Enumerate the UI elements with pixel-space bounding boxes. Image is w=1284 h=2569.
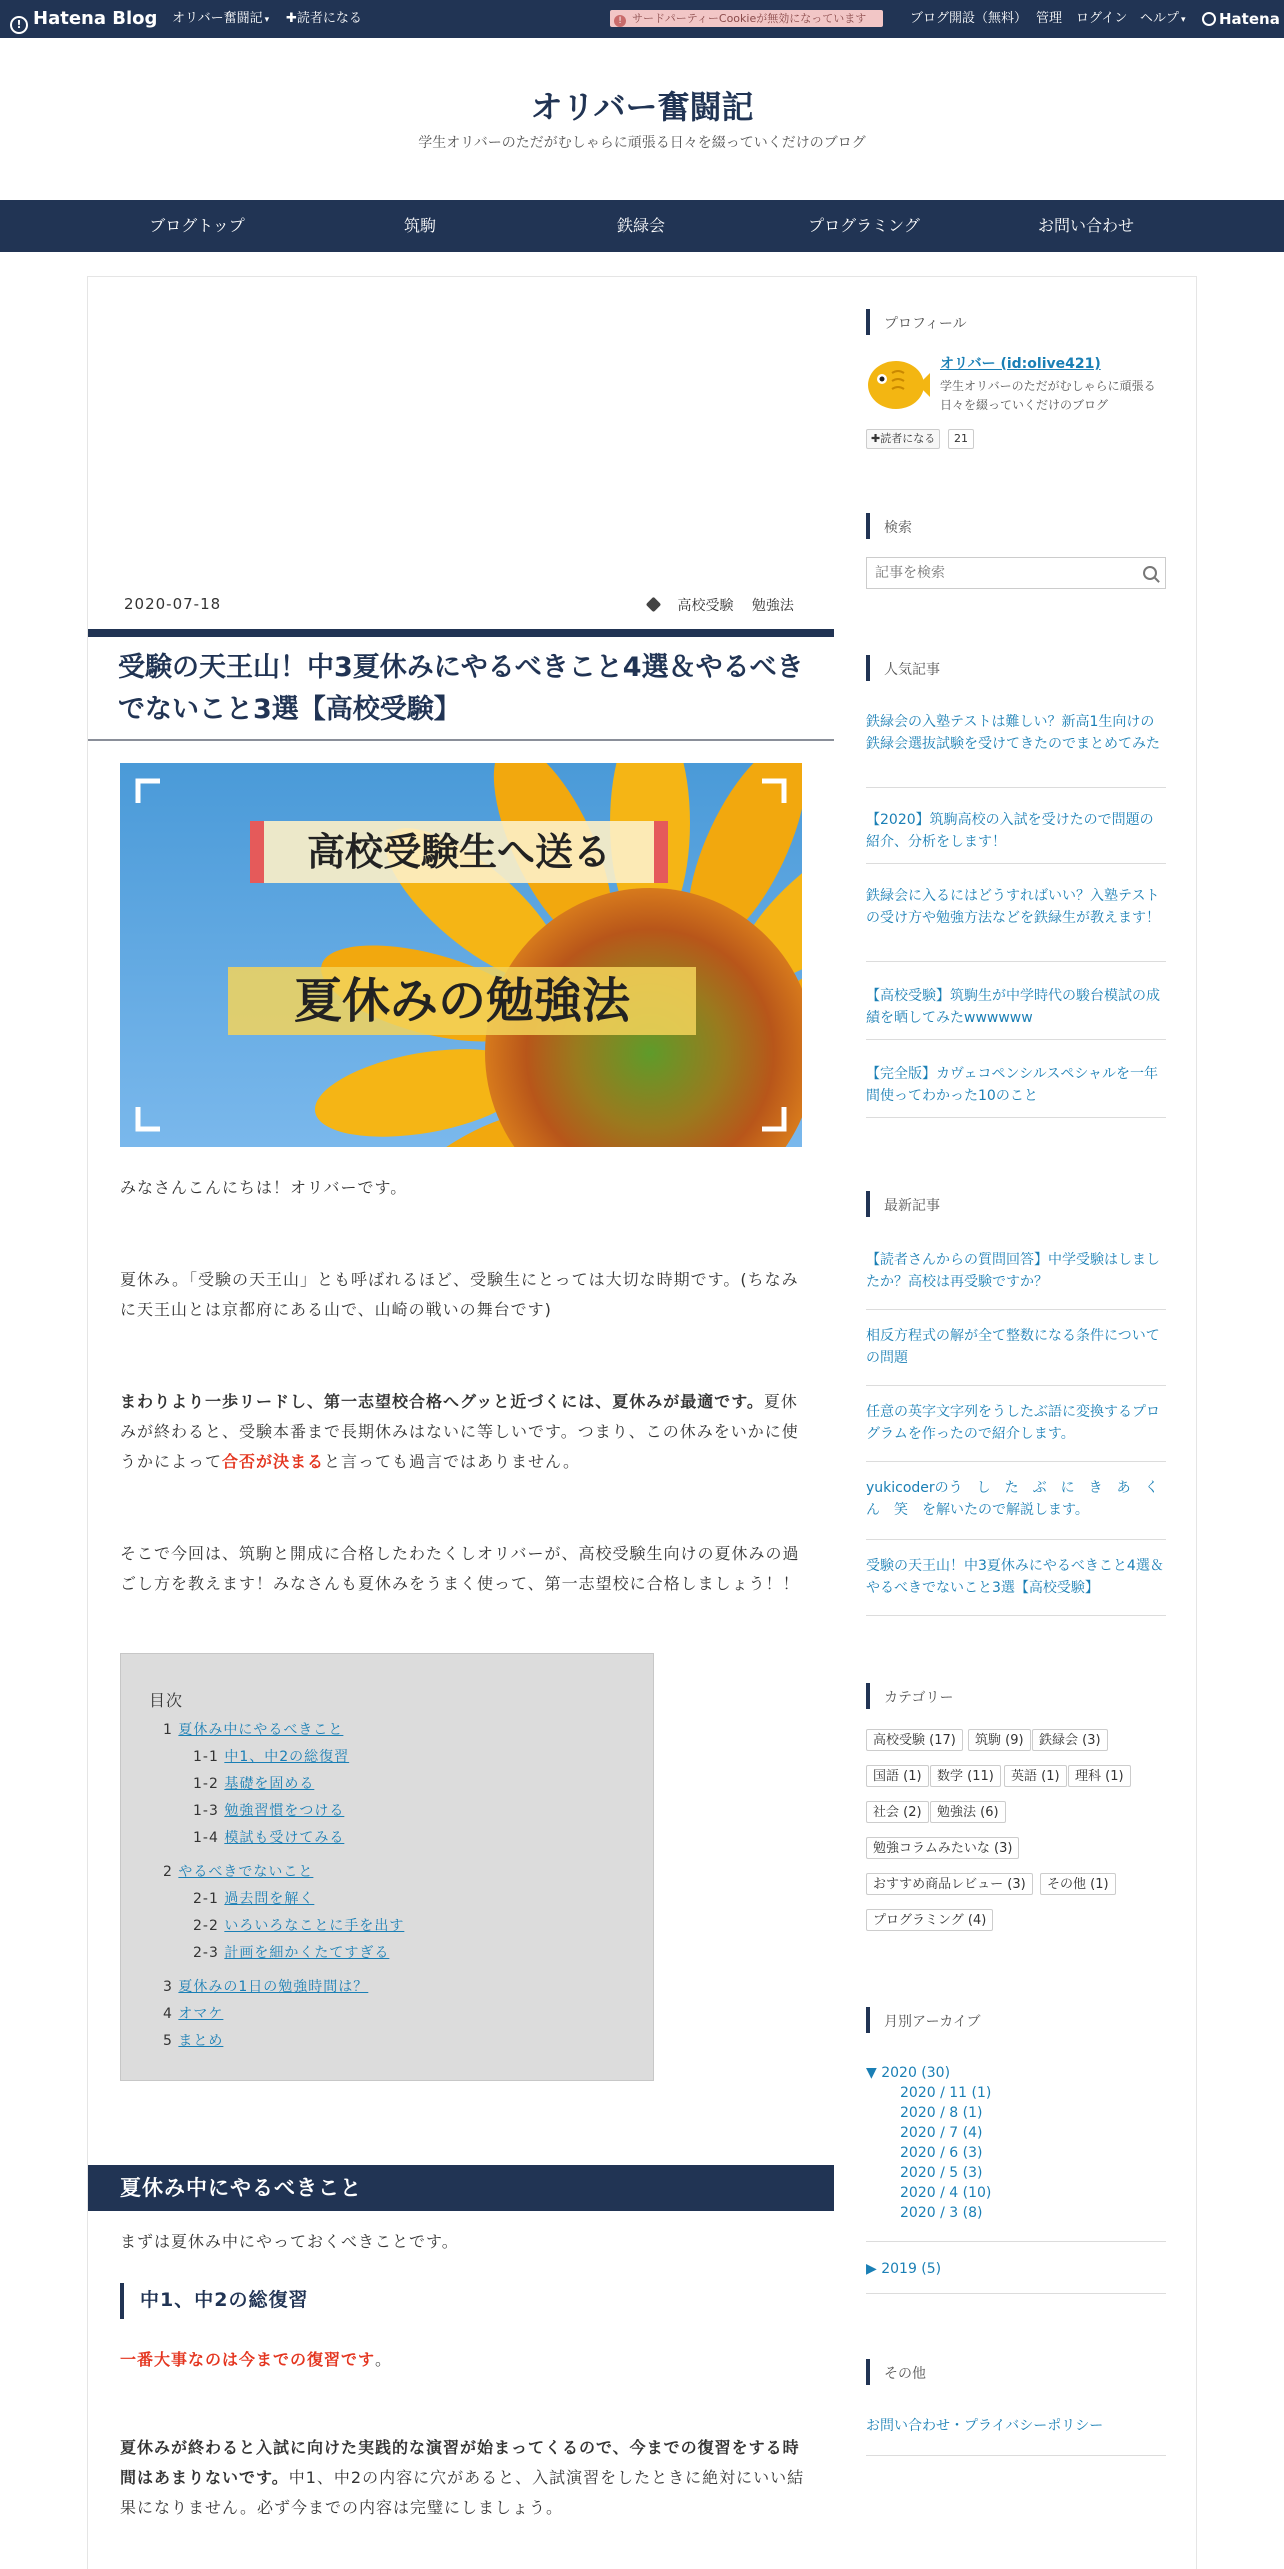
- archive-month-link[interactable]: 2020 / 11 (1): [900, 2085, 992, 2101]
- theme-menu-link[interactable]: オリバー奮闘記 ▾: [172, 11, 270, 26]
- paragraph-intro: 夏休み。「受験の天王山」とも呼ばれるほど、受験生にとっては大切な時期です。(ちなみに天王山とは京都府にある山で、山崎の戦いの舞台です): [120, 1270, 799, 1319]
- divider: [866, 1309, 1166, 1310]
- heading-accent: [866, 513, 870, 539]
- popular-article-link[interactable]: 鉄緑会の入塾テストは難しい？新高1生向けの鉄緑会選抜試験を受けてきたのでまとめてみた: [866, 714, 1160, 752]
- hatena-logo-icon: !: [10, 16, 28, 34]
- popular-article-link[interactable]: 鉄緑会に入るにはどうすればいい？入塾テストの受け方や勉強方法などを鉄緑生が教えます！: [866, 888, 1160, 926]
- divider: [866, 787, 1166, 788]
- toc-link[interactable]: 模試も受けてみる: [224, 1830, 345, 1846]
- hatena-blog-logo[interactable]: ! Hatena Blog: [10, 0, 157, 38]
- toc-item: 5 まとめ: [163, 2033, 224, 2049]
- table-of-contents: [120, 1653, 654, 2081]
- tag-icon: [646, 597, 662, 613]
- category-tag[interactable]: 国語 (1): [866, 1765, 929, 1787]
- info-icon: !: [614, 15, 626, 27]
- entry-date[interactable]: 2020-07-18: [124, 595, 222, 613]
- divider: [866, 2455, 1166, 2456]
- divider: [866, 2293, 1166, 2294]
- divider: [866, 1615, 1166, 1616]
- contact-privacy-link[interactable]: お問い合わせ・プライバシーポリシー: [866, 2418, 1104, 2434]
- toc-item: 1-3 勉強習慣をつける: [193, 1803, 345, 1819]
- toc-heading: 目次: [149, 1691, 184, 1710]
- entry-title[interactable]: 受験の天王山！中3夏休みにやるべきこと4選＆やるべきでないこと3選【高校受験】: [118, 652, 804, 725]
- profile-description: 学生オリバーのただがむしゃらに頑張る日々を綴っていくだけのブログ: [940, 379, 1156, 412]
- divider: [866, 1039, 1166, 1040]
- toc-item: 2-2 いろいろなことに手を出す: [193, 1918, 405, 1934]
- category-link[interactable]: 勉強法: [751, 598, 794, 614]
- entry-categories: [648, 595, 794, 615]
- bold-text: 夏休みが終わると入試に向けた実践的な演習が始まってくるので、今までの復習をする時間はあまりないです。: [120, 2438, 800, 2487]
- recent-article-link[interactable]: 相反方程式の解が全て整数になる条件についての問題: [866, 1328, 1160, 1366]
- divider: [866, 1461, 1166, 1462]
- paragraph-review-detail: 夏休みが終わると入試に向けた実践的な演習が始まってくるので、今までの復習をする時間はあまりないです。中1、中2の内容に穴があると、入試演習をしたときに絶対にいい結果になりません。必ず今までの内容は完璧にしましょう。: [120, 2438, 805, 2517]
- archive-year-2020[interactable]: ▼ 2020 (30): [866, 2065, 951, 2081]
- popular-article-link[interactable]: 【高校受験】筑駒生が中学時代の駿台模試の成績を晒してみたwwwwww: [866, 988, 1160, 1026]
- toc-link[interactable]: 勉強習慣をつける: [224, 1803, 345, 1819]
- search-box: [866, 557, 1166, 589]
- bold-text: まわりより一歩リードし、第一志望校合格へグッと近づくには、夏休みが最適です。: [120, 1392, 764, 1411]
- divider: [866, 2241, 1166, 2242]
- title-bottom-rule: [88, 739, 834, 741]
- category-tag[interactable]: 高校受験 (17): [866, 1729, 963, 1751]
- toc-item: 1-4 模試も受けてみる: [193, 1830, 345, 1846]
- archive-month-link[interactable]: 2020 / 3 (8): [900, 2205, 983, 2221]
- toc-item: 2 やるべきでないこと: [163, 1864, 314, 1880]
- hero-banner-bottom: 夏休みの勉強法: [293, 973, 630, 1029]
- recent-article-link[interactable]: yukicoderのう し た ぶ に き あ く ん 笑 を解いたので解説します。: [866, 1480, 1173, 1518]
- heading-accent: [866, 655, 870, 681]
- caret-down-icon: ▾: [264, 15, 270, 25]
- plus-icon: ✚: [286, 11, 297, 26]
- category-tag[interactable]: 数学 (11): [930, 1765, 1001, 1787]
- archive-month-link[interactable]: 2020 / 7 (4): [900, 2125, 983, 2141]
- popular-article-link[interactable]: 【完全版】カヴェコペンシルスペシャルを一年間使ってわかった10のこと: [866, 1066, 1159, 1104]
- category-tag[interactable]: 勉強コラムみたいな (3): [866, 1837, 1019, 1859]
- toc-link[interactable]: やるべきでないこと: [178, 1864, 314, 1880]
- recent-article-link[interactable]: 【読者さんからの質問回答】中学受験はしましたか？高校は再受験ですか？: [866, 1252, 1160, 1290]
- hatena-top-bar: [0, 0, 1284, 38]
- sidebar: プロフィール オリバー (id:olive421) 学生オリバーのただがむしゃらに頑張る日々を綴っていくだけのブログ ✚読者になる 21 検索 記事を検索 人気記事 鉄緑会の入塾テストは難しい？新高1生向けの鉄緑会選抜試験を受けてきたのでまとめてみた 【2020】筑駒高校の入試を受けたので問題の紹介、分析をします！ 鉄緑会に入るにはどうすればいい？入塾テストの受け方や勉強方法などを鉄緑生が教えます！ 【高校受験】筑駒生が中学時代の駿台模試の成績を晒してみたwwwwww 【完全版】カヴェコペンシルスペシャルを一年間使ってわかった10のこと 最新記事 【読者さんからの質問回答】中学受験はしましたか？高校は再受験ですか？ 相反方程式の解が全て整数になる条件についての問題 任意の英字文字列をうしたぶ語に変換するプログラムを作ったので紹介します。 yukicoderのう し た ぶ に き あ く ん 笑 を解いたので解説します。 受験の天王山！中3夏休みにやるべきこと4選＆やるべきでないこと3選【高校受験】 カテゴリー 高校受験 (17) 筑駒 (9) 鉄緑会 (3) 国語 (1) 数学 (11) 英語 (1) 理科 (1) 社会 (2) 勉強法 (6) 勉強コラムみたいな (3) おすすめ商品レビュー (3) その他 (1) プログラミング (4) 月別アーカイブ ▼ 2020 (30) 2020 / 11 (1) 2020 / 8 (1) 2020 / 7 (4) 2020 / 6 (3) 2020 / 5 (3) 2020 / 4 (10) 2020 / 3 (8) ▶ 2019 (5) その他 お問い合わせ・プライバシーポリシー: [834, 276, 1197, 2569]
- hero-banner-top: 高校受験生へ送る: [306, 830, 611, 874]
- subsection-accent: [120, 2283, 124, 2319]
- nav-programming[interactable]: プログラミング: [808, 216, 920, 235]
- blog-title[interactable]: オリバー奮闘記: [530, 88, 754, 126]
- divider: [866, 961, 1166, 962]
- hero-image: [120, 763, 802, 1147]
- paragraph-purpose: そこで今回は、筑駒と開成に合格したわたくしオリバーが、高校受験生向けの夏休みの過ごし方を教えます！みなさんも夏休みをうまく使って、第一志望校に合格しましょう！！: [120, 1544, 800, 1593]
- category-tag[interactable]: プログラミング (4): [866, 1909, 993, 1931]
- subscriber-count: 21: [948, 429, 974, 449]
- profile-subscribe-button[interactable]: ✚読者になる: [866, 429, 940, 449]
- heading-accent: [866, 2007, 870, 2033]
- avatar[interactable]: [866, 355, 930, 413]
- toc-link[interactable]: オマケ: [178, 2006, 224, 2022]
- main-column: [87, 276, 835, 2569]
- toc-link[interactable]: 夏休み中にやるべきこと: [178, 1722, 344, 1738]
- subscribe-link[interactable]: ✚読者になる: [286, 11, 362, 26]
- toc-item: 1-1 中1、中2の総復習: [193, 1749, 350, 1765]
- category-tag[interactable]: 筑駒 (9): [968, 1729, 1031, 1751]
- toc-link[interactable]: 過去問を解く: [224, 1891, 315, 1907]
- toc-item: 4 オマケ: [163, 2006, 224, 2022]
- toc-item: 3 夏休みの1日の勉強時間は？: [163, 1979, 369, 1995]
- category-tag[interactable]: おすすめ商品レビュー (3): [866, 1873, 1033, 1895]
- category-link[interactable]: 高校受験: [677, 598, 734, 614]
- heading-accent: [866, 1683, 870, 1709]
- divider: [866, 1539, 1166, 1540]
- heading-accent: [866, 2359, 870, 2385]
- archive-year-2019[interactable]: ▶ 2019 (5): [866, 2261, 942, 2277]
- hatena-brand-link[interactable]: Hatena: [1202, 0, 1280, 38]
- toc-item: 1-2 基礎を固める: [193, 1776, 315, 1792]
- caret-down-icon: ▾: [1181, 15, 1186, 25]
- toc-link[interactable]: いろいろなことに手を出す: [224, 1918, 405, 1934]
- archive-month-link[interactable]: 2020 / 8 (1): [900, 2105, 983, 2121]
- divider: [866, 1117, 1166, 1118]
- search-input[interactable]: [867, 558, 1143, 588]
- category-tag[interactable]: その他 (1): [1040, 1873, 1116, 1895]
- toc-link[interactable]: 夏休みの1日の勉強時間は？: [178, 1979, 369, 1995]
- hatena-brand-icon: [1202, 12, 1216, 26]
- highlight-text: 合否が決まる: [222, 1452, 325, 1471]
- global-nav: [0, 200, 1284, 252]
- category-tag[interactable]: 勉強法 (6): [930, 1801, 1006, 1823]
- profile-name-link[interactable]: オリバー (id:olive421): [940, 356, 1101, 372]
- popular-article-link[interactable]: 【2020】筑駒高校の入試を受けたので問題の紹介、分析をします！: [866, 812, 1154, 850]
- admin-link[interactable]: 管理: [1036, 11, 1063, 26]
- highlight-text: 一番大事なのは今までの復習です: [120, 2350, 376, 2369]
- nav-blog-top[interactable]: ブログトップ: [149, 216, 245, 235]
- paragraph-review: 一番大事なのは今までの復習です。: [120, 2350, 393, 2369]
- toc-link[interactable]: 計画を細かくたてすぎる: [224, 1945, 390, 1961]
- heading-accent: [866, 1191, 870, 1217]
- toc-item: 2-3 計画を細かくたてすぎる: [193, 1945, 390, 1961]
- toc-item: 2-1 過去問を解く: [193, 1891, 315, 1907]
- divider: [866, 863, 1166, 864]
- recent-article-link[interactable]: 受験の天王山！中3夏休みにやるべきこと4選＆やるべきでないこと3選【高校受験】: [866, 1558, 1164, 1596]
- blog-description: 学生オリバーのただがむしゃらに頑張る日々を綴っていくだけのブログ: [418, 135, 866, 151]
- blog-signup-link[interactable]: ブログ開設（無料）: [910, 11, 1028, 26]
- heading-accent: [866, 309, 870, 335]
- nav-tsukukoma[interactable]: 筑駒: [403, 216, 436, 235]
- category-tag[interactable]: 社会 (2): [866, 1801, 929, 1823]
- category-tag[interactable]: 英語 (1): [1004, 1765, 1067, 1787]
- toc-link[interactable]: 中1、中2の総復習: [224, 1749, 350, 1765]
- title-top-rule: [88, 629, 834, 637]
- taiyaki-avatar-icon: [866, 355, 930, 413]
- recent-article-link[interactable]: 任意の英字文字列をうしたぶ語に変換するプログラムを作ったので紹介します。: [866, 1404, 1160, 1442]
- category-tag[interactable]: 鉄緑会 (3): [1032, 1729, 1108, 1751]
- plus-icon: ✚: [871, 432, 881, 445]
- search-icon-handle: [1154, 577, 1160, 583]
- category-tag[interactable]: 理科 (1): [1068, 1765, 1131, 1787]
- paragraph-section-intro: まずは夏休み中にやっておくべきことです。: [120, 2232, 459, 2251]
- nav-tetsuryokukai[interactable]: 鉄緑会: [616, 216, 665, 235]
- paragraph-lead: まわりより一歩リードし、第一志望校合格へグッと近づくには、夏休みが最適です。夏休みが終わると、受験本番まで長期休みはないに等しいです。つまり、この休みをいかに使うかによって合否が決まると言っても過言ではありません。: [120, 1392, 799, 1471]
- archive-month-link[interactable]: 2020 / 6 (3): [900, 2145, 983, 2161]
- nav-contact[interactable]: お問い合わせ: [1037, 216, 1134, 235]
- archive-month-link[interactable]: 2020 / 4 (10): [900, 2185, 992, 2201]
- help-link[interactable]: ヘルプ ▾: [1140, 11, 1186, 26]
- login-link[interactable]: ログイン: [1076, 11, 1128, 26]
- subsection-heading: 中1、中2の総復習: [140, 2289, 309, 2311]
- divider: [866, 1385, 1166, 1386]
- section-heading: 夏休み中にやるべきこと: [88, 2165, 834, 2211]
- toc-link[interactable]: 基礎を固める: [224, 1776, 315, 1792]
- paragraph-greeting: みなさんこんにちは！オリバーです。: [120, 1178, 408, 1197]
- toc-link[interactable]: まとめ: [178, 2033, 224, 2049]
- toc-item: 1 夏休み中にやるべきこと: [163, 1722, 344, 1738]
- cookie-notice[interactable]: ! サードパーティーCookieが無効になっています: [610, 10, 883, 27]
- archive-month-link[interactable]: 2020 / 5 (3): [900, 2165, 983, 2181]
